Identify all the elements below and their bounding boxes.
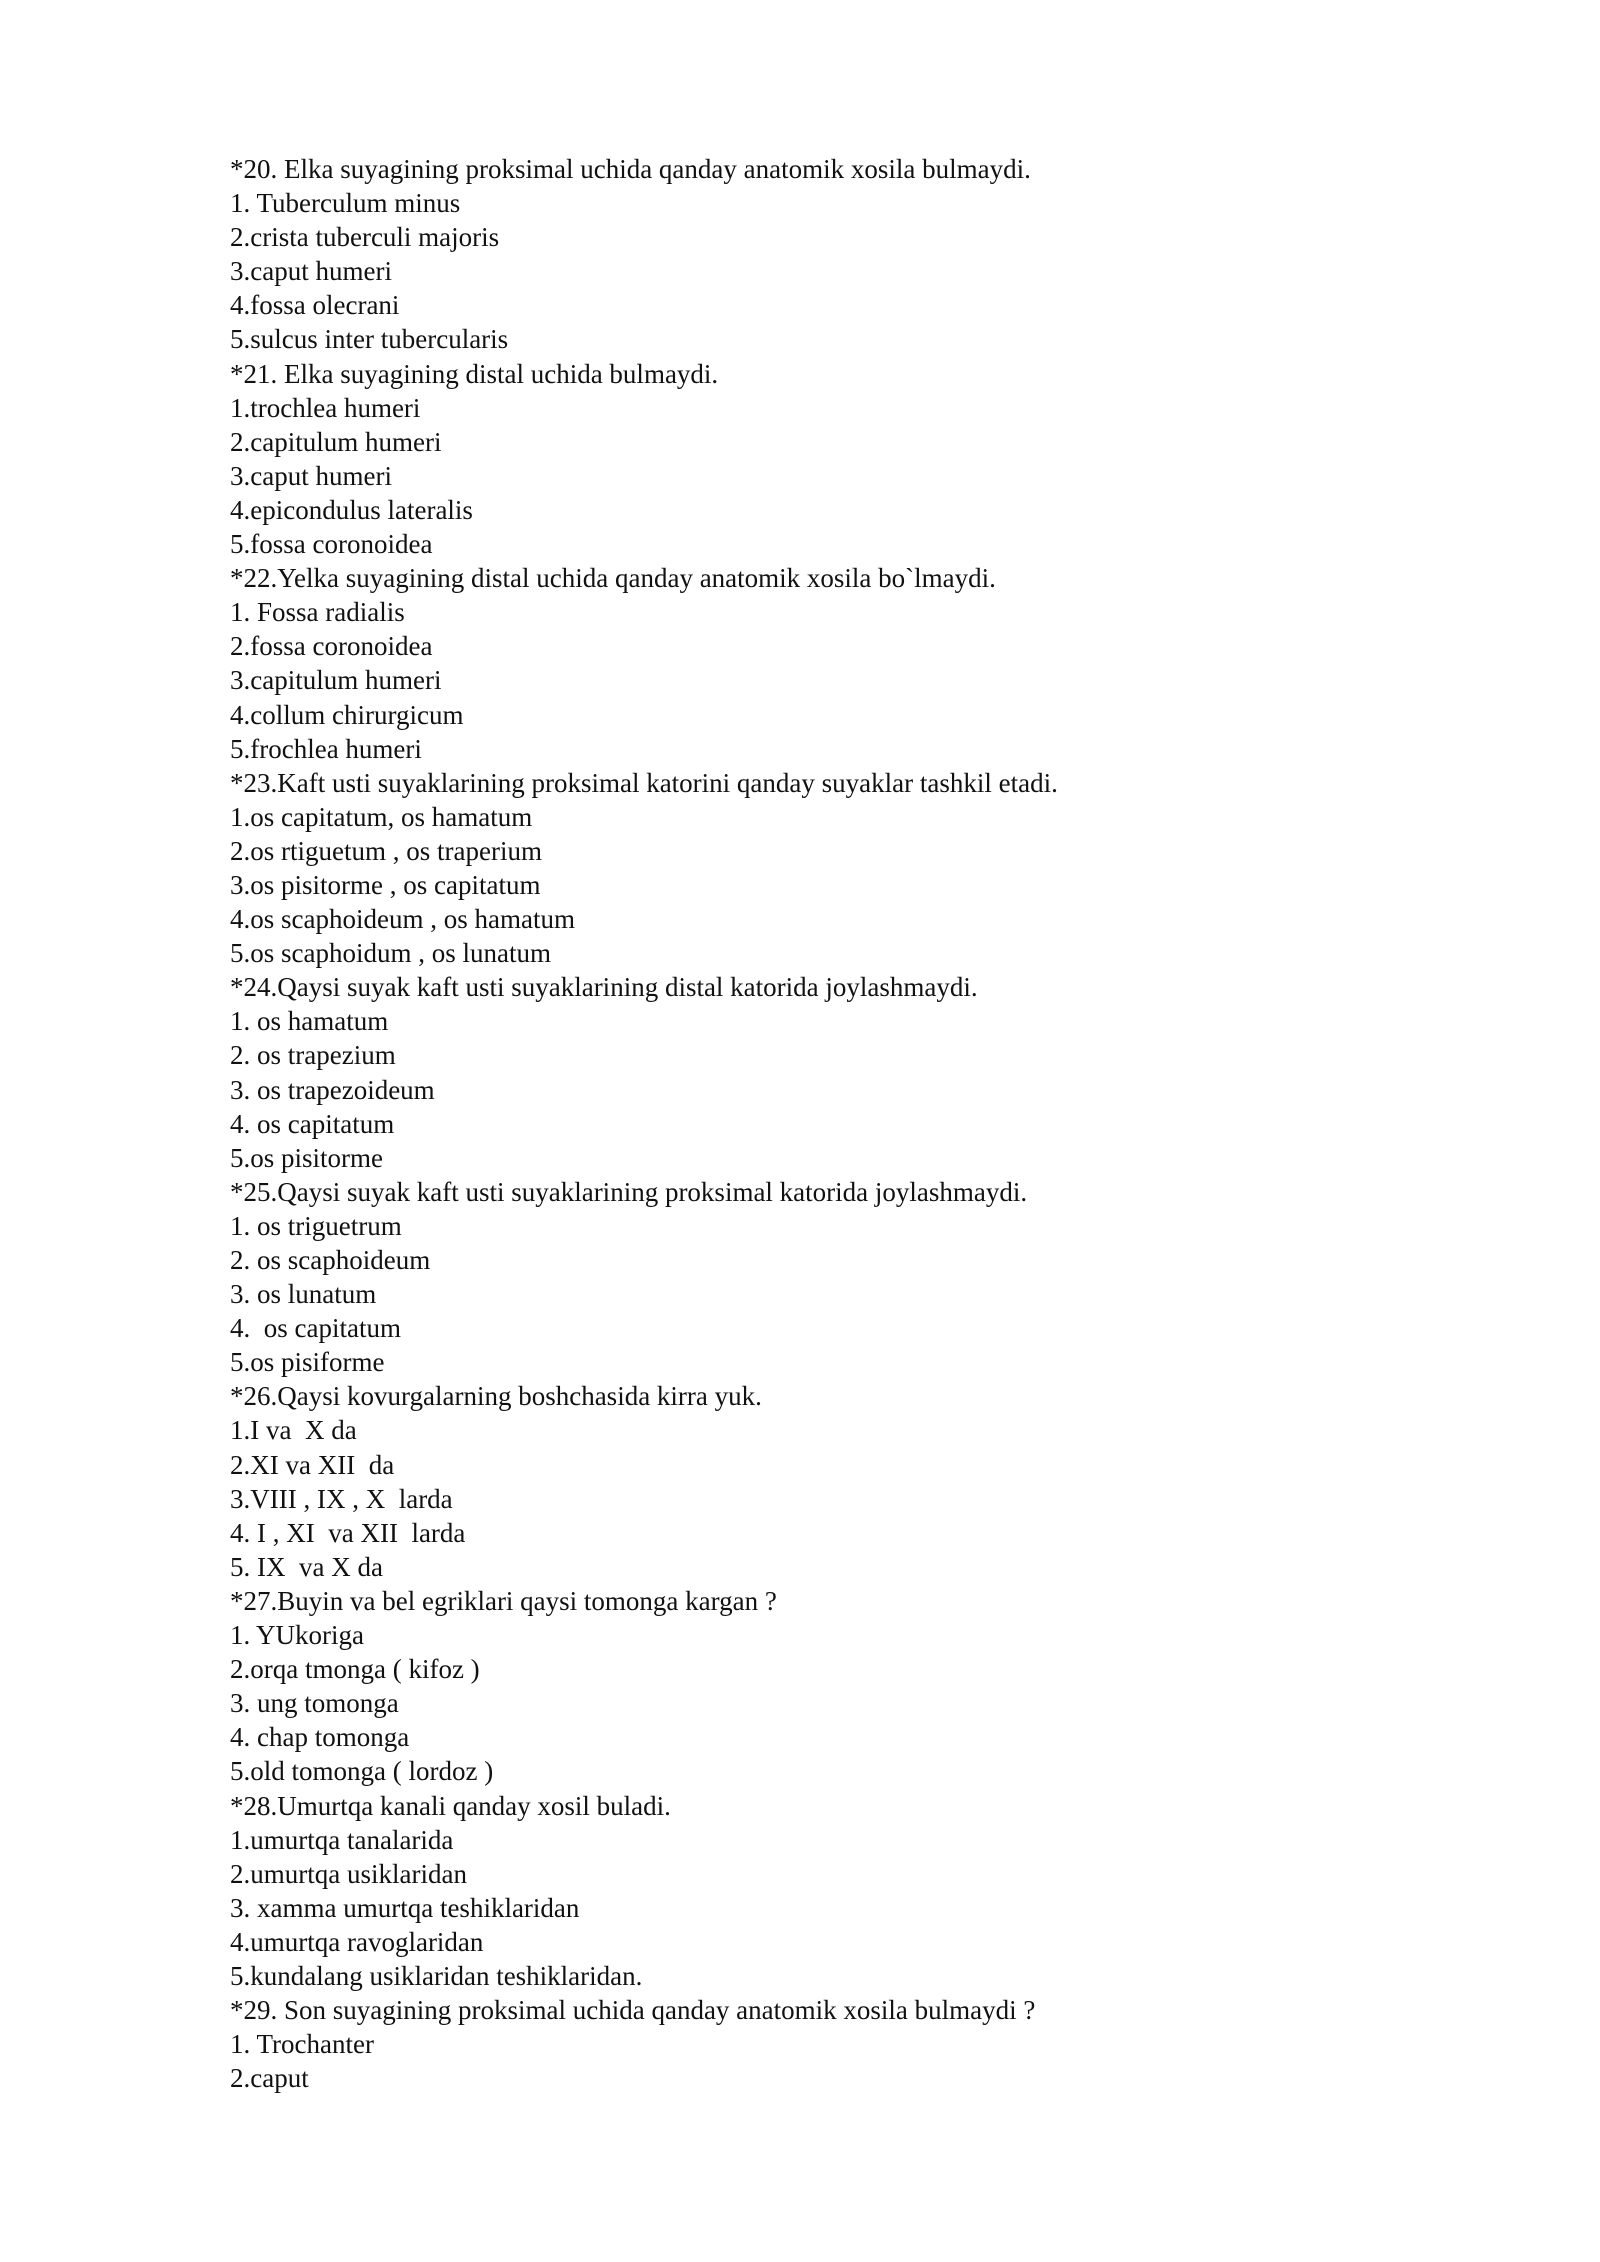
answer-option-line: 2.fossa coronoidea [230,631,433,662]
answer-option-line: 4.fossa olecrani [230,290,400,321]
answer-option-line: 1. Trochanter [230,2029,374,2060]
answer-option-line: 2. os scaphoideum [230,1245,431,1275]
answer-option-line: 3.capitulum humeri [230,665,442,696]
answer-option-line: 5. IX va X da [230,1551,383,1582]
answer-option-line: 2.orqa tmonga ( kifoz ) [230,1654,480,1685]
answer-option-line: 2.XI va XII da [230,1449,395,1480]
answer-option-line: 3. xamma umurtqa teshiklaridan [230,1892,580,1923]
answer-option-line: 2. os trapezium [230,1040,396,1071]
answer-option-line: 5.old tomonga ( lordoz ) [230,1756,494,1787]
answer-option-line: 3.os pisitorme , os capitatum [230,869,541,900]
answer-option-line: 1.umurtqa tanalarida [230,1824,454,1855]
answer-option-line: 4. chap tomonga [230,1722,410,1753]
question-line: *24.Qaysi suyak kaft usti suyaklarining distal katorida joylashmaydi. [230,972,978,1003]
answer-option-line: 1. YUkoriga [230,1620,364,1651]
answer-option-line: 3. os trapezoideum [230,1074,435,1105]
answer-option-line: 2.crista tuberculi majoris [230,222,500,253]
answer-option-line: 1.I va X da [230,1415,357,1446]
answer-option-line: 3. os lunatum [230,1279,377,1310]
question-line: *28.Umurtqa kanali qanday xosil buladi. [230,1790,671,1821]
question-line: *22.Yelka suyagining distal uchida qanday anatomik xosila bo`lmaydi. [230,563,996,594]
answer-option-line: 4.umurtqa ravoglaridan [230,1926,484,1957]
document-body [230,152,1480,2095]
answer-option-line: 3. ung tomonga [230,1688,399,1719]
answer-option-line: 2.capitulum humeri [230,426,442,457]
answer-option-line: 2.umurtqa usiklaridan [230,1858,467,1889]
answer-option-line: 4.epicondulus lateralis [230,494,473,525]
answer-option-line: 4.os scaphoideum , os hamatum [230,904,575,935]
answer-option-line: 5.os pisitorme [230,1142,383,1173]
answer-option-line: 2.caput [230,2063,309,2094]
question-line: *21. Elka suyagining distal uchida bulmaydi. [230,358,719,389]
answer-option-line: 4. os capitatum [230,1313,401,1344]
answer-option-line: 4. I , XI va XII larda [230,1517,466,1548]
answer-option-line: 3.VIII , IX , X larda [230,1483,453,1514]
question-line: *27.Buyin va bel egriklari qaysi tomonga kargan ? [230,1585,777,1616]
question-line: *29. Son suyagining proksimal uchida qanday anatomik xosila bulmaydi ? [230,1995,1036,2026]
question-line: *23.Kaft usti suyaklarining proksimal katorini qanday suyaklar tashkil etadi. [230,767,1058,798]
answer-option-line: 1.trochlea humeri [230,392,421,423]
answer-option-line: 4. os capitatum [230,1108,395,1139]
answer-option-line: 1. Fossa radialis [230,597,405,628]
answer-option-line: 1. os triguetrum [230,1210,402,1241]
answer-option-line: 5.frochlea humeri [230,733,422,764]
answer-option-line: 3.caput humeri [230,460,392,491]
answer-option-line: 1.os capitatum, os hamatum [230,801,533,832]
answer-option-line: 3.caput humeri [230,256,392,287]
answer-option-line: 5.os scaphoidum , os lunatum [230,938,551,969]
answer-option-line: 1. Tuberculum minus [230,188,461,219]
question-line: *20. Elka suyagining proksimal uchida qanday anatomik xosila bulmaydi. [230,154,1031,184]
question-line: *26.Qaysi kovurgalarning boshchasida kirra yuk. [230,1381,762,1412]
answer-option-line: 5.fossa coronoidea [230,529,433,560]
answer-option-line: 5.kundalang usiklaridan teshiklaridan. [230,1960,643,1991]
answer-option-line: 2.os rtiguetum , os traperium [230,835,542,866]
answer-option-line: 5.os pisiforme [230,1347,385,1378]
answer-option-line: 4.collum chirurgicum [230,699,464,730]
answer-option-line: 5.sulcus inter tubercularis [230,324,509,355]
answer-option-line: 1. os hamatum [230,1006,389,1037]
question-line: *25.Qaysi suyak kaft usti suyaklarining proksimal katorida joylashmaydi. [230,1176,1028,1207]
